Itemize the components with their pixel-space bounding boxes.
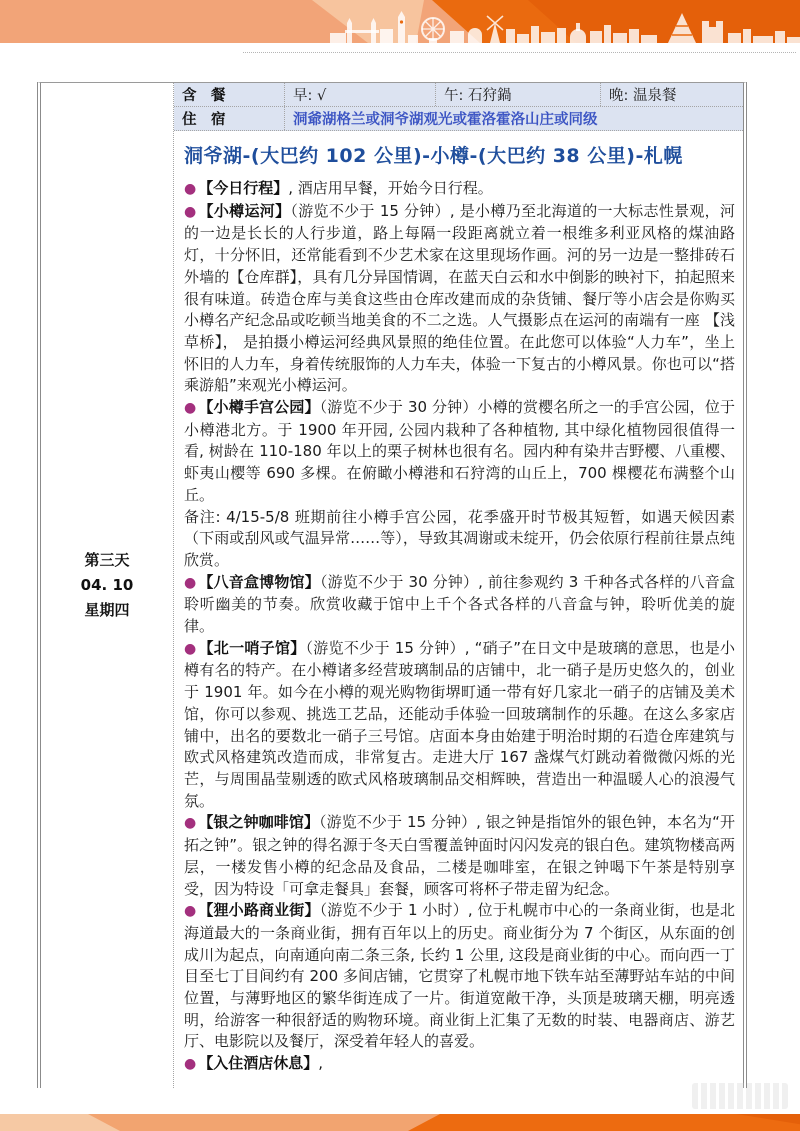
meals-label: 含 餐 [174, 83, 285, 106]
route-title: 洞爷湖-(大巴约 102 公里)-小樽-(大巴约 38 公里)-札幌 [184, 145, 683, 167]
bullet-icon: ● [184, 181, 197, 197]
bullet-icon: ● [184, 640, 197, 657]
itinerary-body [174, 131, 743, 1088]
lodging-value: 洞爺湖格兰或洞爷湖观光或霍洛霍洛山庄或同级 [293, 112, 598, 128]
paragraph-text: （游览不少于 15 分钟）, “硝子”在日文中是玻璃的意思，也是小樽有名的特产。在小樽诸多经营玻璃制品的店铺中，北一硝子是历史悠久的，创业于 1901 年。如今在小樽的观光购物街堺町通一带有好几家北一硝子的店铺及美术馆，你可以参观、挑选工艺品，还能动手体验一回玻璃制作的乐趣。在这么多家店铺中，出名的要数北一硝子三号馆。店面本身由始建于明治时期的石造仓库建筑与欧式风格建筑改造而成，非常复古。走进大厅 167 盏煤气灯跳动着微微闪烁的光芒，与周围晶莹剔透的欧式风格玻璃制品交相辉映，营造出一种温暖人心的浪漫气氛。 [184, 638, 735, 810]
paragraph-label: 【北一哨子馆】 [198, 638, 306, 657]
itinerary-paragraph [184, 812, 735, 900]
paragraph-label: 【狸小路商业街】 [198, 901, 320, 920]
bullet-icon: ● [184, 1056, 197, 1073]
bullet-icon: ● [184, 400, 197, 417]
footer-light-area [0, 1114, 800, 1131]
paragraph-label: 【小樽手宫公园】 [198, 398, 320, 417]
day-cell [41, 83, 174, 1088]
paragraph-label: 【入住酒店休息】 [198, 1054, 319, 1073]
itinerary-paragraphs [184, 178, 735, 1076]
day-weekday: 星期四 [84, 600, 130, 619]
breakfast-value: 早: √ [285, 83, 436, 106]
lodging-row [174, 107, 743, 131]
meals-row [174, 83, 743, 107]
paragraph-text: 备注: 4/15-5/8 班期前往小樽手宫公园，花季盛开时节极其短暂，如遇天候因素（下雨或刮风或气温异常……等），导致其凋谢或未绽开，仍会依原行程前往景点纯欣赏。 [184, 507, 735, 569]
bullet-icon: ● [184, 815, 197, 832]
watermark [692, 1083, 788, 1109]
decorative-header-band [0, 0, 800, 43]
decorative-footer-band [0, 1114, 800, 1131]
paragraph-label: 【小樽运河】 [198, 201, 291, 220]
bullet-icon: ● [184, 203, 197, 220]
itinerary-paragraph [184, 572, 735, 638]
bullet-icon: ● [184, 574, 197, 591]
itinerary-table [37, 82, 747, 1088]
lodging-label: 住 宿 [174, 107, 285, 130]
paragraph-text: （游览不少于 1 小时）, 位于札幌市中心的一条商业街，也是北海道最大的一条商业街，拥有百年以上的历史。商业街分为 7 个街区，从东面的创成川为起点，向南通向南二条三条, 长约 1 公里, 这段是商业街的中心。而向西一丁目至七丁目间约有 200 多间店铺，它贯穿了札幌市地下铁车站至薄野站车站的中间位置，与薄野地区的繁华街连成了一片。街道宽敞干净，头顶是玻璃天棚，明亮透明，给游客一种很舒适的购物环境。商业街上汇集了无数的时装、电器商店、游艺厅、电影院以及餐厅，深受着年轻人的喜爱。 [184, 901, 735, 1051]
paragraph-label: 【银之钟咖啡馆】 [198, 813, 320, 832]
itinerary-paragraph [184, 1053, 735, 1076]
itinerary-paragraph [184, 900, 735, 1053]
itinerary-paragraph [184, 397, 735, 507]
bullet-icon: ● [184, 903, 197, 920]
itinerary-paragraph [184, 178, 735, 201]
lunch-value: 午: 石狩鍋 [436, 83, 601, 106]
day-date: 04. 10 [80, 575, 134, 594]
city-skyline-icon [330, 11, 800, 43]
dinner-value: 晚: 温泉餐 [609, 88, 677, 104]
paragraph-text: （游览不少于 30 分钟）, 前往参观约 3 千种各式各样的八音盒聆听幽美的节奏。欣赏收藏于馆中上千个各式各样的八音盒与钟，聆听优美的旋律。 [184, 572, 735, 636]
paragraph-text: （游览不少于 15 分钟）, 银之钟是指馆外的银色钟，本名为“开拓之钟”。银之钟的得名源于冬天白雪覆盖钟面时闪闪发亮的银白色。建筑物楼高两层，一楼发售小樽的纪念品及食品，二楼是咖啡室，在银之钟喝下午茶是特别享受，因为特设「可拿走餐具」套餐，顾客可将杯子带走留为纪念。 [184, 813, 735, 898]
itinerary-paragraph [184, 201, 735, 397]
paragraph-text: , [318, 1054, 324, 1073]
itinerary-paragraph [184, 507, 735, 572]
header-separator [243, 52, 796, 53]
paragraph-text: （游览不少于 15 分钟）, 是小樽乃至北海道的一大标志性景观，河的一边是长长的人行步道，路上每隔一段距离就立着一根维多利亚风格的煤油路灯，十分怀旧，还常能看到不少艺术家在这里现场作画。河的另一边是一整排砖石外墙的【仓库群】，具有几分异国情调，在蓝天白云和水中倒影的映衬下，拍起照来很有味道。砖造仓库与美食这些由仓库改建而成的杂货铺、餐厅等小店会是你购买小樽名产纪念品或吃顿当地美食的不二之选。人气摄影点在运河的南端有一座 【浅草桥】， 是拍摄小樽运河经典风景照的绝佳位置。在此您可以体验“人力车”，坐上怀旧的人力车，身着传统服饰的人力车夫，体验一下复古的小樽风景。你也可以“搭乘游船”来观光小樽运河。 [184, 201, 735, 395]
paragraph-text: （游览不少于 30 分钟）小樽的赏樱名所之一的手宫公园，位于小樽港北方。于 1900 年开园, 公园内栽种了各种植物, 其中绿化植物园很值得一看, 树龄在 110-180 年以上的栗子树林也很有名。园内种有染井吉野樱、八重樱、虾夷山樱等 690 多棵。在俯瞰小樽港和石狩湾的山丘上，700 棵樱花布满整个山丘。 [184, 398, 735, 504]
day-number: 第三天 [84, 550, 130, 569]
paragraph-text: , 酒店用早餐，开始今日行程。 [288, 179, 493, 197]
itinerary-paragraph [184, 638, 735, 813]
paragraph-label: 【八音盒博物馆】 [198, 572, 320, 591]
paragraph-label: 【今日行程】 [198, 179, 289, 197]
